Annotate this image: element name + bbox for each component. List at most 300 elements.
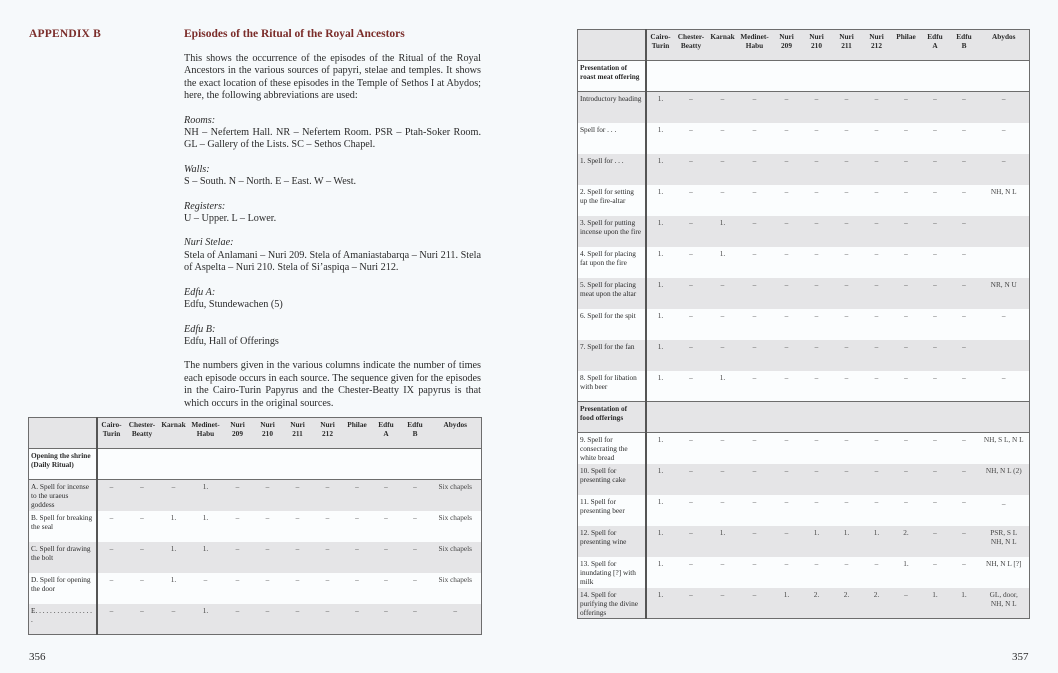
abbrev-edfu-a <box>184 287 481 312</box>
occurrence-cell: Six chapels <box>438 512 472 522</box>
table-row <box>29 511 482 542</box>
abbrev-text: Edfu, Stundewachen (5) <box>184 299 283 311</box>
episode-label: 8. Spell for libation with beer <box>578 371 646 402</box>
column-header: Abydos <box>443 420 468 429</box>
episode-label: 13. Spell for inundating [?] with milk <box>578 557 646 588</box>
table-row <box>578 495 1030 526</box>
column-header: Nuri 212 <box>320 420 335 438</box>
occurrence-cell: – <box>689 217 693 227</box>
table-row <box>29 542 482 573</box>
occurrence-cell: – <box>784 155 789 165</box>
occurrence-cell: – <box>752 465 757 475</box>
column-header: Cairo- Turin <box>650 32 671 50</box>
occurrence-cell: – <box>904 248 908 258</box>
occurrence-cell: – <box>814 310 819 320</box>
occurrence-cell: NH, S L, N L <box>983 435 1024 444</box>
episode-label: 5. Spell for placing meat upon the altar <box>578 278 646 309</box>
occurrence-cell: – <box>235 482 240 491</box>
occurrence-cell: – <box>933 310 937 320</box>
occurrence-cell: – <box>689 186 693 196</box>
occurrence-cell: – <box>933 94 937 103</box>
table-row <box>578 526 1030 557</box>
occurrence-cell: – <box>844 248 849 258</box>
column-header: Nuri 209 <box>779 32 794 50</box>
abbrev-nuri-stelae <box>184 237 481 274</box>
table-row <box>578 557 1030 588</box>
section-filler <box>646 402 1030 433</box>
occurrence-cell: – <box>689 589 693 599</box>
occurrence-cell: – <box>689 310 693 320</box>
occurrence-cell: – <box>933 496 937 506</box>
occurrence-cell: – <box>933 124 937 134</box>
section-heading: Opening the shrine (Daily Ritual) <box>29 449 97 480</box>
table-row <box>578 123 1030 154</box>
occurrence-cell: – <box>844 310 849 320</box>
occurrence-cell: – <box>962 124 966 134</box>
occurrence-cell <box>979 216 1030 247</box>
occurrence-cell: – <box>109 482 114 491</box>
column-header: Nuri 210 <box>809 32 824 50</box>
table-row <box>578 371 1030 402</box>
occurrence-cell: – <box>962 279 966 289</box>
occurrence-cell: – <box>140 605 144 615</box>
occurrence-cell: – <box>235 574 240 584</box>
occurrence-cell: – <box>844 341 849 351</box>
occurrence-cell: – <box>814 155 819 165</box>
table-row <box>578 278 1030 309</box>
column-header <box>29 418 97 449</box>
occurrence-cell: – <box>720 589 725 599</box>
table-row <box>29 480 482 511</box>
occurrence-cell: – <box>814 186 819 196</box>
occurrence-cell: _ <box>1001 496 1006 506</box>
occurrence-cell: 1. <box>657 94 664 103</box>
occurrence-cell: – <box>203 574 208 584</box>
occurrence-cell: 1. <box>903 558 909 568</box>
column-header: Nuri 210 <box>260 420 275 438</box>
table-row <box>578 340 1030 371</box>
occurrence-cell: – <box>752 435 757 444</box>
occurrence-cell: – <box>752 589 757 599</box>
section-filler <box>646 61 1030 92</box>
occurrence-cell: – <box>933 217 937 227</box>
occurrence-cell: 1. <box>657 124 664 134</box>
occurrence-cell: – <box>235 543 240 553</box>
occurrence-cell: – <box>453 605 458 615</box>
occurrence-cell: – <box>784 248 789 258</box>
occurrence-cell: – <box>814 465 819 475</box>
occurrence-cell: – <box>962 496 966 506</box>
column-header: Nuri 212 <box>869 32 884 50</box>
page-number: 356 <box>29 651 46 663</box>
occurrence-cell: – <box>904 155 908 165</box>
episode-label: 11. Spell for presenting beer <box>578 495 646 526</box>
occurrence-cell: – <box>874 279 879 289</box>
occurrence-cell: – <box>752 372 757 382</box>
occurrence-cell: – <box>962 341 966 351</box>
occurrence-cell: – <box>109 512 114 522</box>
occurrence-cell: – <box>844 217 849 227</box>
occurrence-cell: – <box>904 186 908 196</box>
occurrence-cell: – <box>933 465 937 475</box>
occurrence-cell: – <box>752 558 757 568</box>
occurrence-cell: 1. <box>719 248 726 258</box>
occurrence-cell: – <box>784 279 789 289</box>
occurrence-cell: – <box>933 527 937 537</box>
intro-text-block <box>184 53 481 422</box>
occurrence-cell: 1. <box>719 372 726 382</box>
occurrence-cell: – <box>844 372 849 382</box>
occurrence-cell: – <box>784 527 789 537</box>
closing-paragraph: The numbers given in the various columns indicate the number of times each episode occurs in each source. The sequence given for the episodes in the Cairo-Turin Papyrus and the Chester-Beatty IX papyrus is that which occurs in the original sources. <box>184 360 481 409</box>
abbrev-term: Registers: <box>184 200 226 212</box>
occurrence-cell: 1. <box>202 482 209 491</box>
occurrence-cell: – <box>962 465 966 475</box>
episode-label: 6. Spell for the spit <box>578 309 646 340</box>
occurrence-cell: – <box>844 496 849 506</box>
occurrence-cell: – <box>752 279 757 289</box>
abbrev-walls <box>184 164 481 189</box>
occurrence-cell: – <box>720 496 725 506</box>
occurrence-cell: 2. <box>843 589 850 599</box>
occurrence-cell: – <box>752 527 757 537</box>
occurrence-cell: – <box>140 574 144 584</box>
occurrence-cell: – <box>814 94 819 103</box>
occurrence-cell: – <box>962 558 966 568</box>
occurrence-cell: – <box>874 186 879 196</box>
occurrence-cell: – <box>874 558 879 568</box>
column-header: Karnak <box>161 420 186 429</box>
occurrence-cell: – <box>874 248 879 258</box>
occurrence-cell: – <box>752 341 757 351</box>
occurrence-cell: – <box>814 496 819 506</box>
occurrence-cell: – <box>904 94 908 103</box>
occurrence-cell: GL, door, NH, N L <box>989 589 1018 608</box>
occurrence-cell: – <box>325 482 330 491</box>
appendix-label: APPENDIX B <box>29 28 101 40</box>
table-row <box>578 185 1030 216</box>
section-heading-row <box>29 449 482 480</box>
occurrence-cell: 1. <box>170 574 177 584</box>
abbrev-term: Rooms: <box>184 114 216 126</box>
occurrence-cell: – <box>109 543 114 553</box>
episode-label: 2. Spell for setting up the fire-altar <box>578 185 646 216</box>
occurrence-cell: – <box>720 279 725 289</box>
occurrence-cell: 1. <box>932 589 938 599</box>
occurrence-cell: – <box>904 310 908 320</box>
occurrence-cell: – <box>784 372 789 382</box>
episode-label: 7. Spell for the fan <box>578 340 646 371</box>
occurrence-cell: – <box>720 186 725 196</box>
occurrence-cell: NR, N U <box>990 279 1017 289</box>
occurrence-cell: – <box>384 482 388 491</box>
column-header: Chester- Beatty <box>128 420 156 438</box>
occurrence-cell: 2. <box>813 589 820 599</box>
occurrence-cell: – <box>814 217 819 227</box>
occurrence-cell: – <box>904 465 908 475</box>
occurrence-cell: – <box>689 341 693 351</box>
table-row <box>578 309 1030 340</box>
episode-label: 1. Spell for . . . <box>578 154 646 185</box>
occurrence-cell: – <box>844 435 849 444</box>
occurrence-cell: – <box>962 94 966 103</box>
occurrence-cell: – <box>355 512 359 522</box>
occurrence-cell: – <box>384 605 388 615</box>
occurrence-cell: 1. <box>657 496 664 506</box>
abbrev-text: NH – Nefertem Hall. NR – Nefertem Room. PSR – Ptah-Soker Room. GL – Gallery of the Lists. SC – Sethos Chapel. <box>184 127 481 151</box>
occurrence-cell: 1. <box>657 527 664 537</box>
occurrence-cell: – <box>752 155 757 165</box>
occurrence-cell: – <box>874 94 879 103</box>
occurrence-cell: 2. <box>873 589 880 599</box>
occurrence-cell: Six chapels <box>438 482 472 491</box>
abbrev-text: U – Upper. L – Lower. <box>184 213 277 225</box>
occurrence-cell: – <box>325 574 330 584</box>
occurrence-cell: – <box>874 435 879 444</box>
occurrence-cell: – <box>689 94 693 103</box>
occurrence-cell: – <box>140 512 144 522</box>
occurrence-cell: – <box>720 310 725 320</box>
occurrence-cell: – <box>962 248 966 258</box>
occurrence-cell: – <box>265 482 270 491</box>
episode-label: 9. Spell for consecrating the white bread <box>578 433 646 464</box>
occurrence-cell: – <box>109 574 114 584</box>
column-header: Edfu A <box>927 32 943 50</box>
occurrence-cell: – <box>413 574 417 584</box>
table-row <box>578 216 1030 247</box>
occurrence-cell: 1. <box>657 465 664 475</box>
occurrence-cell: – <box>295 482 300 491</box>
occurrence-cell: NH, N L [?] <box>986 558 1022 568</box>
column-header: Edfu B <box>956 32 972 50</box>
occurrence-cell: 1. <box>170 512 177 522</box>
occurrence-cell: 1. <box>657 310 664 320</box>
section-heading-row <box>578 61 1030 92</box>
occurrence-cell: – <box>720 465 725 475</box>
occurrence-cell: – <box>720 155 725 165</box>
occurrence-cell: – <box>689 279 693 289</box>
abbrev-registers <box>184 201 481 226</box>
occurrence-cell: – <box>933 186 937 196</box>
abbrev-term: Nuri Stelae: <box>184 237 234 249</box>
occurrence-cell: – <box>752 217 757 227</box>
section-heading: Presentation of roast meat offering <box>578 61 646 92</box>
column-header: Nuri 209 <box>230 420 245 438</box>
table-row <box>29 573 482 604</box>
abbrev-term: Walls: <box>184 163 210 175</box>
column-header: Medinet- Habu <box>740 32 769 50</box>
occurrence-cell: – <box>844 124 849 134</box>
occurrence-cell: – <box>295 512 300 522</box>
occurrence-cell: PSR, S L NH, N L <box>990 527 1018 546</box>
appendix-title: Episodes of the Ritual of the Royal Ancestors <box>184 28 405 40</box>
occurrence-cell: – <box>752 248 757 258</box>
table-row <box>578 588 1030 619</box>
occurrence-cell: – <box>933 558 937 568</box>
section-filler <box>97 449 482 480</box>
occurrence-cell: – <box>171 482 176 491</box>
occurrence-cell: – <box>720 558 725 568</box>
occurrence-cell: – <box>784 496 789 506</box>
occurrence-cell: – <box>355 482 359 491</box>
occurrence-cell: – <box>720 124 725 134</box>
occurrence-cell: – <box>874 310 879 320</box>
episode-label: C. Spell for drawing the bolt <box>29 542 97 573</box>
abbrev-text: Edfu, Hall of Offerings <box>184 335 279 347</box>
intro-paragraph: This shows the occurrence of the episodes of the Ritual of the Royal Ancestors in the various sources of papyri, stelae and temples. It shows the exact location of these episodes in the Temple of Sethos I at Abydos; here, the following abbreviations are used: <box>184 53 481 102</box>
occurrence-cell: 1. <box>202 512 209 522</box>
occurrence-cell: – <box>355 543 359 553</box>
episodes-table-right <box>577 29 1030 619</box>
occurrence-cell: – <box>904 496 908 506</box>
occurrence-cell: 1. <box>813 527 820 537</box>
column-header <box>578 30 646 61</box>
occurrence-cell: – <box>814 248 819 258</box>
column-header: Cairo- Turin <box>101 420 122 438</box>
occurrence-cell: – <box>752 496 757 506</box>
occurrence-cell: – <box>962 435 966 444</box>
occurrence-cell: – <box>874 217 879 227</box>
occurrence-cell: Six chapels <box>438 574 472 584</box>
occurrence-cell: – <box>235 512 240 522</box>
column-header: Nuri 211 <box>290 420 305 438</box>
episode-label: Spell for . . . <box>578 123 646 154</box>
occurrence-cell: – <box>1001 124 1006 134</box>
table-row <box>29 604 482 635</box>
occurrence-cell: – <box>844 465 849 475</box>
occurrence-cell: – <box>962 310 966 320</box>
occurrence-cell: – <box>235 605 240 615</box>
occurrence-cell: 1. <box>657 435 664 444</box>
occurrence-cell: – <box>265 605 270 615</box>
occurrence-cell: – <box>413 482 417 491</box>
occurrence-cell: – <box>962 155 966 165</box>
occurrence-cell <box>979 340 1030 371</box>
occurrence-cell: – <box>689 527 693 537</box>
occurrence-cell: – <box>1001 94 1006 103</box>
abbrev-rooms <box>184 115 481 152</box>
occurrence-cell: – <box>689 496 693 506</box>
occurrence-cell: – <box>904 124 908 134</box>
occurrence-cell: – <box>814 558 819 568</box>
occurrence-cell: – <box>295 605 300 615</box>
column-header: Edfu B <box>407 420 423 438</box>
occurrence-cell: – <box>689 124 693 134</box>
occurrence-cell: 1. <box>719 527 726 537</box>
occurrence-cell: – <box>325 543 330 553</box>
occurrence-cell: Six chapels <box>438 543 472 553</box>
occurrence-cell: – <box>720 341 725 351</box>
occurrence-cell: – <box>904 589 908 599</box>
occurrence-cell: – <box>844 94 849 103</box>
column-header: Edfu A <box>378 420 394 438</box>
table-row <box>578 464 1030 495</box>
occurrence-cell: – <box>720 435 725 444</box>
episode-label: 14. Spell for purifying the divine offerings <box>578 588 646 619</box>
table-row <box>578 247 1030 278</box>
occurrence-cell: – <box>933 279 937 289</box>
episode-label: 10. Spell for presenting cake <box>578 464 646 495</box>
occurrence-cell: – <box>874 124 879 134</box>
occurrence-cell: – <box>844 279 849 289</box>
section-heading: Presentation of food offerings <box>578 402 646 433</box>
abbrev-text: Stela of Anlamani – Nuri 209. Stela of Amaniastabarqa – Nuri 211. Stela of Aspelta – Nuri 210. Stela of Si’aspiqa – Nuri 212. <box>184 249 481 274</box>
occurrence-cell: – <box>904 372 908 382</box>
episode-label: 3. Spell for putting incense upon the fire <box>578 216 646 247</box>
episodes-table-left <box>28 417 482 635</box>
occurrence-cell: – <box>171 605 176 615</box>
occurrence-cell: – <box>814 435 819 444</box>
occurrence-cell: – <box>720 94 725 103</box>
occurrence-cell: – <box>814 372 819 382</box>
occurrence-cell: – <box>752 94 757 103</box>
occurrence-cell: – <box>413 512 417 522</box>
occurrence-cell: – <box>933 435 937 444</box>
occurrence-cell: 1. <box>202 543 209 553</box>
occurrence-cell: – <box>784 435 789 444</box>
table-row <box>578 433 1030 464</box>
table-row <box>578 92 1030 123</box>
occurrence-cell: – <box>784 310 789 320</box>
occurrence-cell: – <box>844 186 849 196</box>
occurrence-cell: – <box>784 94 789 103</box>
occurrence-cell: – <box>904 341 908 351</box>
occurrence-cell: – <box>962 372 966 382</box>
occurrence-cell: – <box>814 124 819 134</box>
occurrence-cell: – <box>933 341 937 351</box>
occurrence-cell: – <box>295 574 300 584</box>
occurrence-cell: – <box>265 543 270 553</box>
abbrev-text: S – South. N – North. E – East. W – West. <box>184 176 357 188</box>
episode-label: 12. Spell for presenting wine <box>578 526 646 557</box>
occurrence-cell: – <box>689 155 693 165</box>
occurrence-cell: 2. <box>903 527 909 537</box>
abbrev-term: Edfu B: <box>184 323 216 335</box>
occurrence-cell: – <box>904 279 908 289</box>
column-header: Abydos <box>991 32 1016 41</box>
occurrence-cell: 1. <box>783 589 790 599</box>
occurrence-cell: – <box>874 372 879 382</box>
abbrev-term: Edfu A: <box>184 286 216 298</box>
occurrence-cell <box>979 247 1030 278</box>
occurrence-cell: – <box>752 124 757 134</box>
occurrence-cell: – <box>265 512 270 522</box>
occurrence-cell: 1. <box>657 558 664 568</box>
occurrence-cell: – <box>874 155 879 165</box>
column-header: Medinet- Habu <box>191 420 220 438</box>
occurrence-cell: NH, N L <box>990 186 1017 196</box>
occurrence-cell: – <box>384 512 388 522</box>
occurrence-cell: – <box>1001 372 1006 382</box>
occurrence-cell: – <box>784 186 789 196</box>
occurrence-cell: – <box>874 465 879 475</box>
column-header: Nuri 211 <box>839 32 854 50</box>
occurrence-cell: 1. <box>657 217 664 227</box>
occurrence-cell: – <box>752 310 757 320</box>
occurrence-cell: – <box>904 217 908 227</box>
occurrence-cell: – <box>689 435 693 444</box>
table-header-row <box>29 418 482 449</box>
section-heading-row <box>578 402 1030 433</box>
occurrence-cell: – <box>933 248 937 258</box>
occurrence-cell: – <box>1001 155 1006 165</box>
column-header: Philae <box>896 32 916 41</box>
occurrence-cell: – <box>355 605 359 615</box>
occurrence-cell: – <box>140 543 144 553</box>
occurrence-cell: NH, N L (2) <box>985 465 1022 475</box>
occurrence-cell: – <box>140 482 144 491</box>
occurrence-cell: – <box>784 217 789 227</box>
